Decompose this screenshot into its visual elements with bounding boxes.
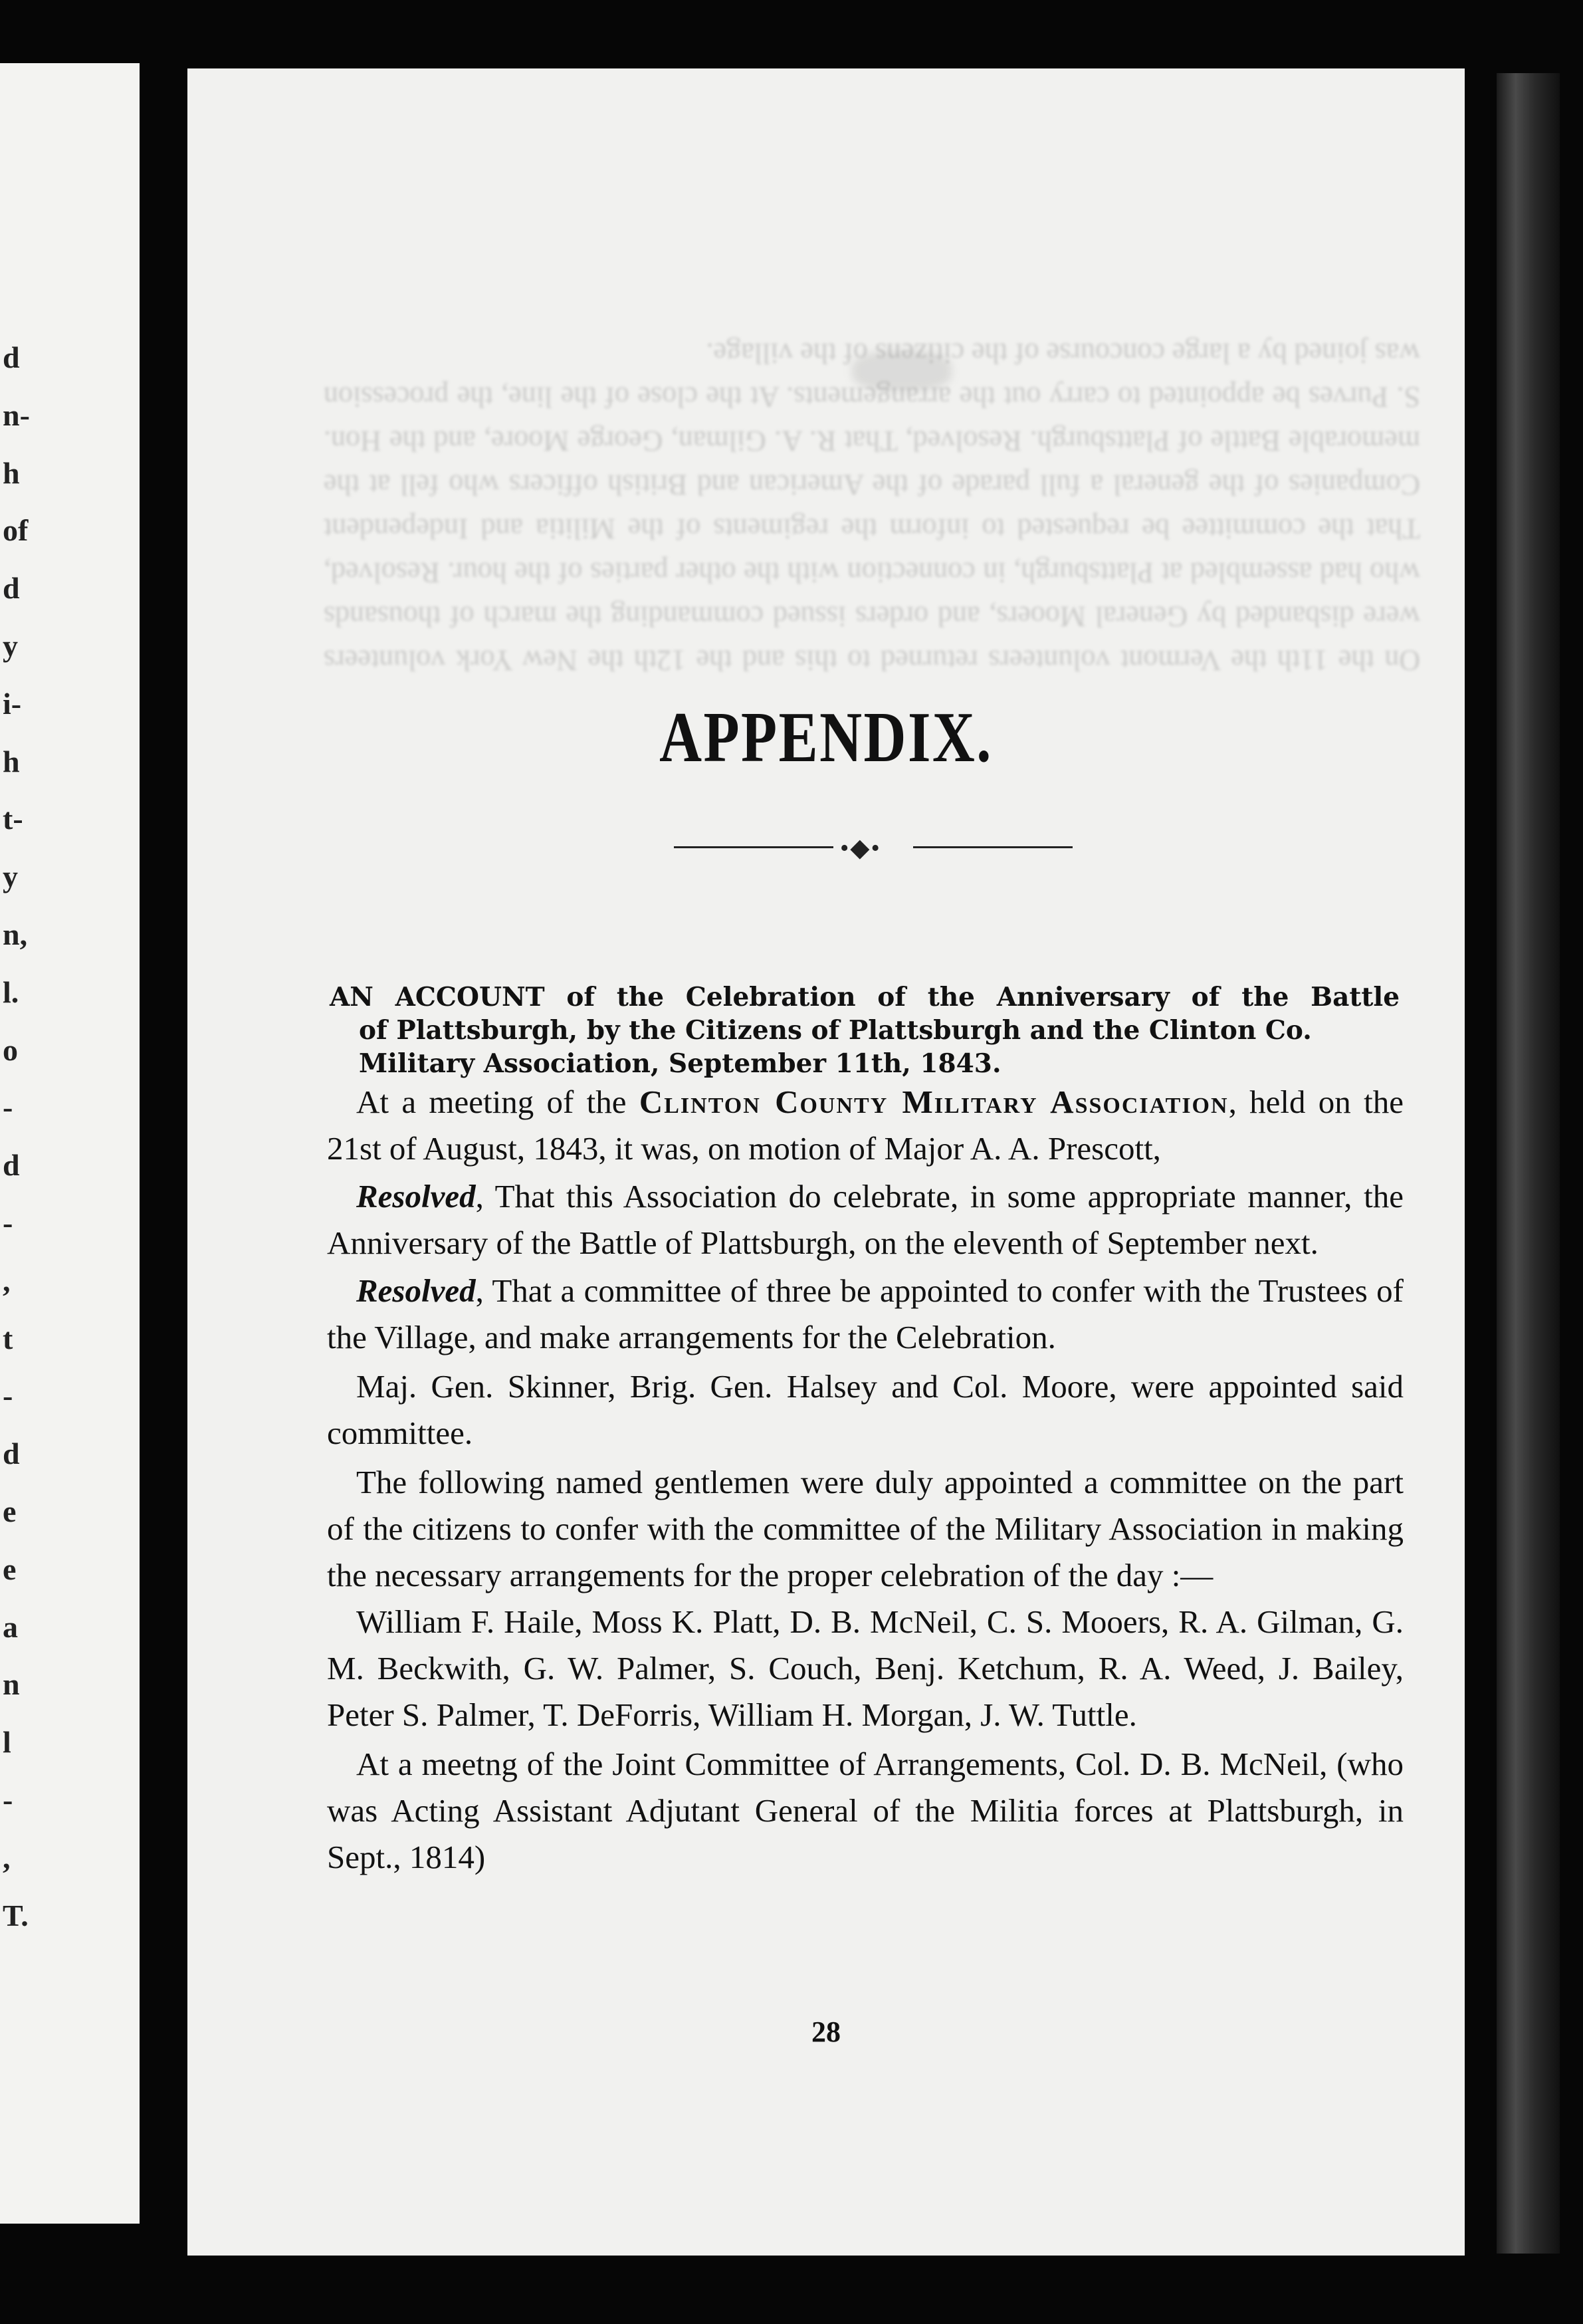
facing-page-fragment: y (3, 629, 18, 663)
paragraph-committee: Maj. Gen. Skinner, Brig. Gen. Halsey and Col. Moore, were appointed said committee. (327, 1368, 1404, 1451)
facing-page-fragment: n- (3, 398, 30, 432)
facing-page-fragment: l (3, 1725, 11, 1760)
facing-page-fragment: n (3, 1667, 20, 1702)
facing-page-fragment: d (3, 1437, 20, 1471)
facing-page-fragment: l. (3, 975, 19, 1009)
facing-page-fragment: d (3, 340, 20, 374)
body-text (327, 1079, 1404, 1881)
paper-stain (852, 351, 952, 391)
show-through-text: On the 11th the Vermont volunteers returned to this and the 12th the New York volunteers were disbanded by General Mooers, and orders issued commanding the march of thousands who had assembled at Plattsburgh, in connection with the other parties of the hour. Resolved, That the committee be requested to inform the regiments of the Militia and Independent Companies of the general a full parade of the American and British officers who fell at the memorable Battle of Plattsburgh. Resolved, That R. A. Gilman, George Moore, and the Hon. S. Purves be appointed to carry out the arrangements. At the close of the line, the procession was joined by a large concourse of the citizens of the village. (316, 337, 1420, 677)
facing-page-fragment: e (3, 1494, 17, 1528)
facing-page-fragment: d (3, 571, 20, 606)
title-ornament-rule (674, 834, 1073, 862)
facing-page-fragment: T. (3, 1898, 29, 1932)
facing-page-fragment: - (3, 1379, 13, 1413)
facing-page-fragment: i- (3, 686, 22, 721)
page-title: APPENDIX. (659, 698, 993, 777)
facing-page-edge (0, 63, 140, 2224)
facing-page-fragment: h (3, 744, 20, 778)
book-spine-edge (1497, 73, 1560, 2254)
facing-page-fragment: a (3, 1609, 18, 1644)
paragraph-meeting: At a meeting of the Clinton County Military Association, held on the 21st of August, 1843, it was, on motion of Major A. A. Prescott, (327, 1084, 1404, 1167)
facing-page-fragment: - (3, 1206, 13, 1240)
facing-page-fragment: d (3, 1148, 20, 1183)
page-number: 28 (811, 2016, 841, 2048)
facing-page-fragment: - (3, 1783, 13, 1817)
paragraph-names: William F. Haile, Moss K. Platt, D. B. McNeil, C. S. Mooers, R. A. Gilman, G. M. Beckwith, G. W. Palmer, S. Couch, Benj. Ketchum, R. A. Weed, J. Bailey, Peter S. Palmer, T. DeForris, William H. Morgan, J. W. Tuttle. (327, 1603, 1404, 1733)
paragraph-gentlemen: The following named gentlemen were duly appointed a committee on the part of the citizens to confer with the committee of the Military Association in making the necessary arrangements for the proper celebration of the day :— (327, 1464, 1404, 1593)
facing-page-fragment: h (3, 455, 20, 490)
paragraph-resolved-2: Resolved, That a committee of three be appointed to confer with the Trustees of the Village, and make arrangements for the Celebration. (327, 1272, 1404, 1355)
subheading-line1: of the Celebration of the Anniversary of the Battle (544, 982, 1400, 1012)
section-subheading (330, 981, 1400, 1080)
facing-page-fragment: y (3, 860, 18, 894)
facing-page-fragment: n, (3, 917, 28, 951)
facing-page-fragment: t (3, 1321, 13, 1355)
ornament-glyph: •◆• (840, 834, 881, 862)
facing-page-fragment: of (3, 513, 29, 548)
page (187, 68, 1465, 2256)
subheading-continuation: of Plattsburgh, by the Citizens of Plattsburgh and the Clinton Co. Military Association, September 11th, 1843. (359, 1015, 1312, 1079)
facing-page-fragment: - (3, 1090, 13, 1125)
facing-page-fragment: e (3, 1552, 17, 1586)
paragraph-resolved-1: Resolved, That this Association do celebrate, in some appropriate manner, the Anniversary of the Battle of Plattsburgh, on the eleventh of September next. (327, 1178, 1404, 1261)
organization-name: Clinton County Military Association (639, 1084, 1229, 1120)
subheading-lead: AN ACCOUNT (330, 982, 545, 1012)
facing-page-fragment: o (3, 1032, 18, 1067)
paragraph-joint-committee: At a meetng of the Joint Committee of Arrangements, Col. D. B. McNeil, (who was Acting Assistant Adjutant General of the Militia forces at Plattsburgh, in Sept., 1814) (327, 1746, 1404, 1875)
facing-page-fragment: , (3, 1263, 11, 1298)
facing-page-fragment: t- (3, 802, 23, 836)
facing-page-fragment: , (3, 1840, 11, 1875)
